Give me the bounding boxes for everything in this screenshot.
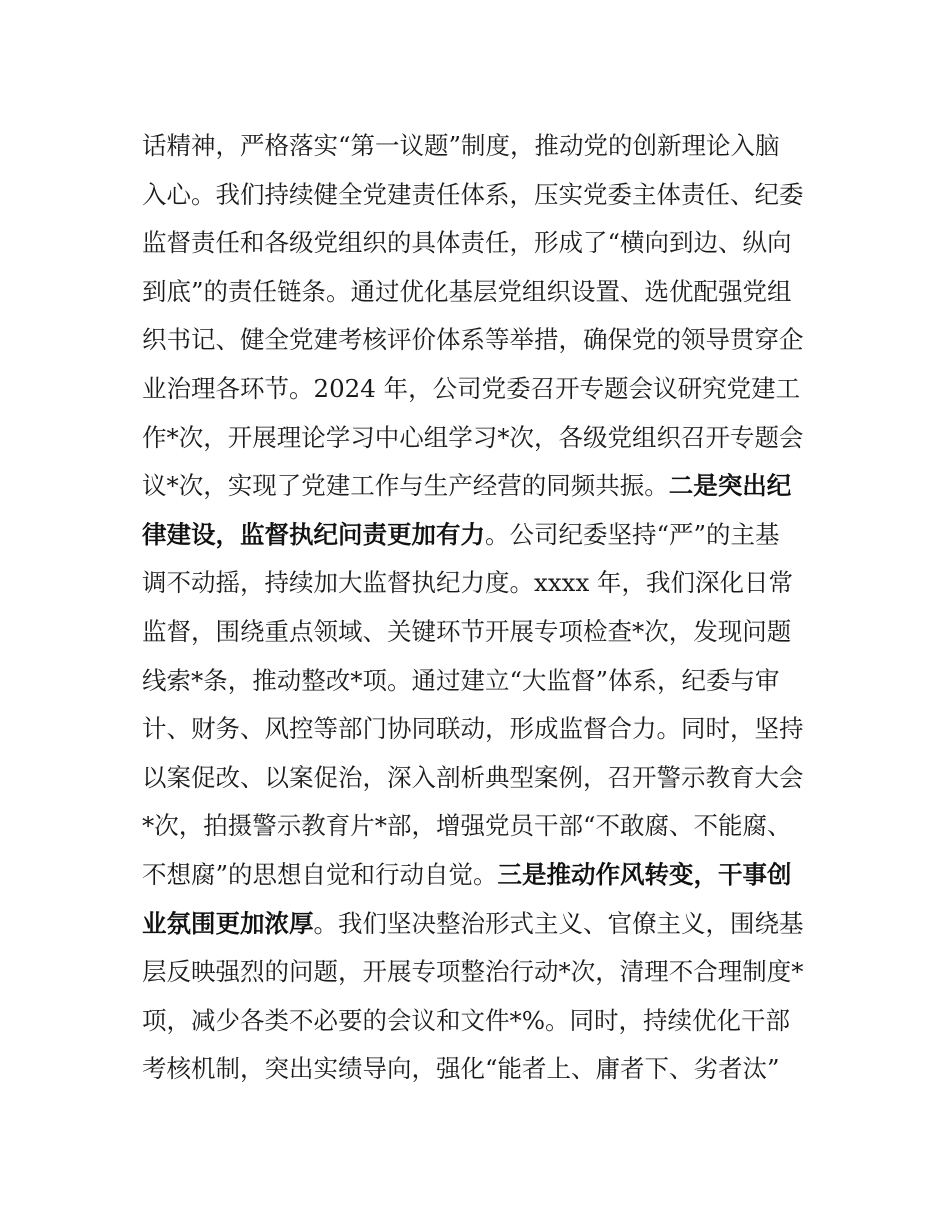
text-segment: [142, 900, 804, 949]
text-line: [142, 171, 810, 220]
text-segment: 业治理各环节。2024 年，公司党委召开专题会议研究党建工: [142, 373, 801, 403]
text-segment: 项，减少各类不必要的会议和文件*%。同时，持续优化干部: [142, 1005, 791, 1035]
text-line: [142, 705, 810, 754]
text-segment: 监督，围绕重点领域、关键环节开展专项检查*次，发现问题: [142, 616, 792, 646]
text-line: [142, 997, 810, 1046]
text-line: [142, 219, 810, 268]
text-line: [142, 802, 810, 851]
text-segment: 层反映强烈的问题，开展专项整治行动*次，清理不合理制度*: [142, 957, 804, 987]
text-segment: 话精神，严格落实“第一议题”制度，推动党的创新理论入脑: [142, 131, 780, 160]
text-segment-regular: 。我们坚决整治形式主义、官僚主义，围绕基: [313, 908, 804, 938]
section-heading-three: 三是推动作风转变，干事创: [497, 859, 792, 889]
body-text: [142, 122, 810, 1094]
text-line: [142, 900, 810, 949]
section-heading-two-cont: 律建设，监督执纪问责更加有力: [142, 519, 485, 549]
text-line: [142, 511, 810, 560]
text-line: [142, 657, 810, 706]
text-segment: 作*次，开展理论学习中心组学习*次，各级党组织召开专题会: [142, 422, 804, 452]
text-segment: 以案促改、以案促治，深入剖析典型案例，召开警示教育大会: [142, 762, 804, 792]
text-segment: 到底”的责任链条。通过优化基层党组织设置、选优配强党组: [142, 276, 792, 306]
text-line: [142, 559, 810, 608]
text-line: [142, 316, 810, 365]
text-line: [142, 414, 810, 463]
text-line: [142, 1045, 810, 1094]
text-line: [142, 948, 810, 997]
text-line: [142, 608, 810, 657]
text-segment: 调不动摇，持续加大监督执纪力度。xxxx 年，我们深化日常: [142, 568, 794, 598]
text-segment: 织书记、健全党建考核评价体系等举措，确保党的领导贯穿企: [142, 325, 804, 355]
text-segment: [142, 851, 792, 900]
text-line: [142, 365, 810, 414]
text-segment: 考核机制，突出实绩导向，强化“能者上、庸者下、劣者汰”: [142, 1054, 780, 1084]
text-segment: 计、财务、风控等部门协同联动，形成监督合力。同时，坚持: [142, 714, 804, 744]
text-segment-regular: 不想腐”的思想自觉和行动自觉。: [142, 859, 498, 889]
text-segment: *次，拍摄警示教育片*部，增强党员干部“不敢腐、不能腐、: [142, 811, 792, 841]
text-line: [142, 851, 810, 900]
text-line: [142, 754, 810, 803]
text-line: [142, 462, 810, 511]
section-heading-three-cont: 业氛围更加浓厚: [142, 908, 314, 938]
text-segment: 入心。我们持续健全党建责任体系，压实党委主体责任、纪委: [142, 179, 804, 209]
text-line: [142, 122, 810, 171]
text-segment: [142, 511, 780, 560]
text-line: [142, 268, 810, 317]
text-segment: 监督责任和各级党组织的具体责任，形成了“横向到边、纵向: [142, 228, 792, 258]
text-segment: [142, 462, 791, 511]
text-segment-regular: 议*次，实现了党建工作与生产经营的同频共振。: [142, 471, 669, 501]
text-segment-regular: 。公司纪委坚持“严”的主基: [485, 519, 780, 549]
section-heading-two: 二是突出纪: [668, 471, 792, 501]
text-segment: 线索*条，推动整改*项。通过建立“大监督”体系，纪委与审: [142, 665, 780, 695]
